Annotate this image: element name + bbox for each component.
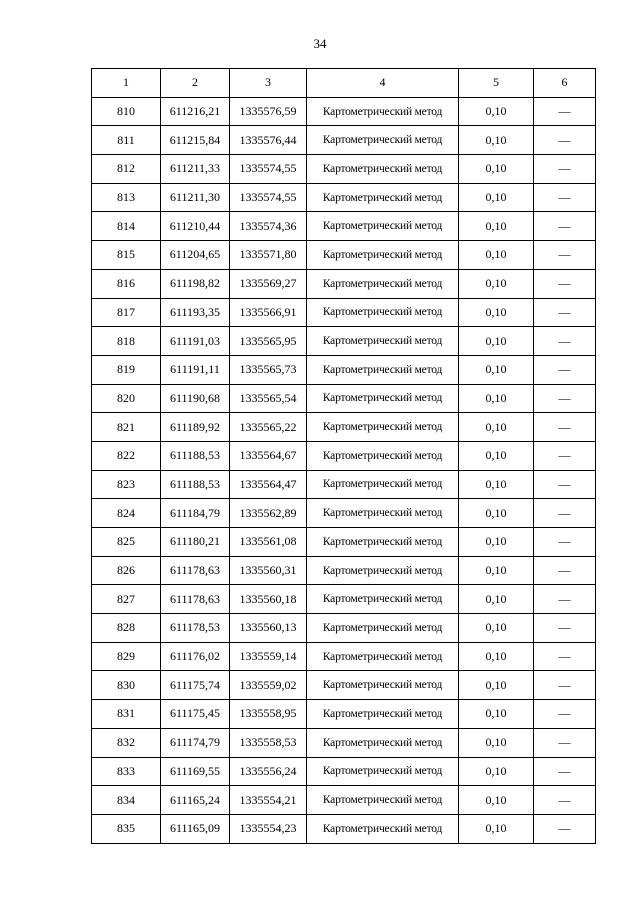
column-header-6: 6 [534,69,596,98]
cell-point-number: 822 [92,441,161,470]
cell-note: — [534,355,596,384]
cell-point-number: 813 [92,183,161,212]
cell-point-number: 828 [92,614,161,643]
cell-y-coordinate: 1335569,27 [230,269,307,298]
cell-note: — [534,556,596,585]
cell-x-coordinate: 611215,84 [161,126,230,155]
cell-y-coordinate: 1335576,59 [230,97,307,126]
table-row [92,470,596,499]
cell-method: Картометрический метод [307,298,459,327]
coordinates-table [91,68,596,844]
cell-accuracy: 0,10 [459,384,534,413]
cell-accuracy: 0,10 [459,585,534,614]
cell-note: — [534,671,596,700]
cell-point-number: 823 [92,470,161,499]
cell-method: Картометрический метод [307,183,459,212]
cell-accuracy: 0,10 [459,155,534,184]
cell-method: Картометрический метод [307,671,459,700]
cell-x-coordinate: 611165,24 [161,786,230,815]
table-row [92,614,596,643]
cell-note: — [534,327,596,356]
cell-method: Картометрический метод [307,384,459,413]
cell-y-coordinate: 1335558,53 [230,728,307,757]
cell-y-coordinate: 1335565,95 [230,327,307,356]
cell-accuracy: 0,10 [459,700,534,729]
cell-accuracy: 0,10 [459,298,534,327]
table-row [92,269,596,298]
table-row [92,97,596,126]
cell-x-coordinate: 611191,03 [161,327,230,356]
table-row [92,499,596,528]
cell-method: Картометрический метод [307,441,459,470]
cell-accuracy: 0,10 [459,614,534,643]
cell-accuracy: 0,10 [459,499,534,528]
cell-y-coordinate: 1335554,23 [230,814,307,843]
cell-accuracy: 0,10 [459,355,534,384]
table-row [92,757,596,786]
cell-note: — [534,700,596,729]
cell-method: Картометрический метод [307,269,459,298]
cell-method: Картометрический метод [307,126,459,155]
cell-note: — [534,126,596,155]
cell-method: Картометрический метод [307,413,459,442]
cell-accuracy: 0,10 [459,728,534,757]
cell-x-coordinate: 611216,21 [161,97,230,126]
cell-point-number: 826 [92,556,161,585]
table-row [92,671,596,700]
cell-note: — [534,614,596,643]
cell-point-number: 819 [92,355,161,384]
page-number: 34 [313,36,327,51]
column-header-5: 5 [459,69,534,98]
cell-y-coordinate: 1335558,95 [230,700,307,729]
cell-method: Картометрический метод [307,528,459,557]
cell-y-coordinate: 1335554,21 [230,786,307,815]
cell-accuracy: 0,10 [459,212,534,241]
cell-note: — [534,384,596,413]
cell-y-coordinate: 1335565,54 [230,384,307,413]
cell-accuracy: 0,10 [459,126,534,155]
cell-accuracy: 0,10 [459,814,534,843]
cell-method: Картометрический метод [307,556,459,585]
table-row [92,126,596,155]
cell-x-coordinate: 611180,21 [161,528,230,557]
cell-x-coordinate: 611178,53 [161,614,230,643]
cell-accuracy: 0,10 [459,786,534,815]
cell-y-coordinate: 1335564,47 [230,470,307,499]
cell-method: Картометрический метод [307,241,459,270]
cell-note: — [534,470,596,499]
cell-point-number: 816 [92,269,161,298]
table-row [92,241,596,270]
cell-note: — [534,183,596,212]
cell-method: Картометрический метод [307,786,459,815]
cell-point-number: 811 [92,126,161,155]
cell-note: — [534,269,596,298]
cell-y-coordinate: 1335556,24 [230,757,307,786]
cell-y-coordinate: 1335564,67 [230,441,307,470]
cell-y-coordinate: 1335560,18 [230,585,307,614]
cell-method: Картометрический метод [307,499,459,528]
cell-x-coordinate: 611189,92 [161,413,230,442]
cell-accuracy: 0,10 [459,470,534,499]
cell-x-coordinate: 611169,55 [161,757,230,786]
cell-method: Картометрический метод [307,614,459,643]
cell-point-number: 829 [92,642,161,671]
cell-note: — [534,757,596,786]
cell-note: — [534,155,596,184]
cell-accuracy: 0,10 [459,757,534,786]
cell-x-coordinate: 611178,63 [161,556,230,585]
table-header [92,69,596,98]
table-body [92,97,596,843]
cell-y-coordinate: 1335571,80 [230,241,307,270]
table-row [92,155,596,184]
cell-point-number: 820 [92,384,161,413]
cell-x-coordinate: 611198,82 [161,269,230,298]
table-row [92,814,596,843]
cell-method: Картометрический метод [307,700,459,729]
cell-x-coordinate: 611193,35 [161,298,230,327]
column-header-1: 1 [92,69,161,98]
cell-point-number: 818 [92,327,161,356]
cell-x-coordinate: 611184,79 [161,499,230,528]
cell-x-coordinate: 611174,79 [161,728,230,757]
cell-note: — [534,499,596,528]
cell-x-coordinate: 611210,44 [161,212,230,241]
cell-point-number: 815 [92,241,161,270]
cell-note: — [534,728,596,757]
cell-y-coordinate: 1335574,36 [230,212,307,241]
cell-x-coordinate: 611188,53 [161,470,230,499]
table-row [92,413,596,442]
cell-x-coordinate: 611165,09 [161,814,230,843]
cell-y-coordinate: 1335566,91 [230,298,307,327]
table-row [92,441,596,470]
cell-note: — [534,298,596,327]
table-row [92,298,596,327]
cell-point-number: 827 [92,585,161,614]
cell-method: Картометрический метод [307,728,459,757]
cell-accuracy: 0,10 [459,441,534,470]
table-row [92,183,596,212]
cell-note: — [534,814,596,843]
cell-note: — [534,441,596,470]
cell-y-coordinate: 1335574,55 [230,183,307,212]
table-row [92,384,596,413]
table-row [92,700,596,729]
cell-x-coordinate: 611176,02 [161,642,230,671]
cell-x-coordinate: 611204,65 [161,241,230,270]
cell-accuracy: 0,10 [459,183,534,212]
cell-y-coordinate: 1335559,14 [230,642,307,671]
cell-method: Картометрический метод [307,212,459,241]
cell-point-number: 824 [92,499,161,528]
cell-x-coordinate: 611191,11 [161,355,230,384]
cell-method: Картометрический метод [307,814,459,843]
cell-point-number: 821 [92,413,161,442]
cell-note: — [534,585,596,614]
cell-point-number: 833 [92,757,161,786]
cell-method: Картометрический метод [307,642,459,671]
cell-accuracy: 0,10 [459,528,534,557]
cell-point-number: 814 [92,212,161,241]
cell-y-coordinate: 1335565,22 [230,413,307,442]
cell-method: Картометрический метод [307,355,459,384]
cell-method: Картометрический метод [307,757,459,786]
cell-x-coordinate: 611175,45 [161,700,230,729]
cell-y-coordinate: 1335574,55 [230,155,307,184]
cell-point-number: 817 [92,298,161,327]
table-row [92,786,596,815]
cell-accuracy: 0,10 [459,327,534,356]
cell-point-number: 832 [92,728,161,757]
table-row [92,642,596,671]
column-header-4: 4 [307,69,459,98]
cell-accuracy: 0,10 [459,97,534,126]
cell-y-coordinate: 1335565,73 [230,355,307,384]
cell-x-coordinate: 611175,74 [161,671,230,700]
cell-x-coordinate: 611211,33 [161,155,230,184]
cell-accuracy: 0,10 [459,413,534,442]
cell-method: Картометрический метод [307,585,459,614]
cell-y-coordinate: 1335560,13 [230,614,307,643]
cell-method: Картометрический метод [307,327,459,356]
column-header-2: 2 [161,69,230,98]
cell-y-coordinate: 1335560,31 [230,556,307,585]
cell-point-number: 831 [92,700,161,729]
cell-note: — [534,97,596,126]
cell-x-coordinate: 611190,68 [161,384,230,413]
cell-note: — [534,786,596,815]
cell-y-coordinate: 1335562,89 [230,499,307,528]
column-header-3: 3 [230,69,307,98]
cell-y-coordinate: 1335576,44 [230,126,307,155]
cell-point-number: 830 [92,671,161,700]
table-row [92,728,596,757]
cell-note: — [534,212,596,241]
table-row [92,528,596,557]
table-row [92,556,596,585]
cell-method: Картометрический метод [307,97,459,126]
cell-point-number: 834 [92,786,161,815]
cell-note: — [534,413,596,442]
table-row [92,585,596,614]
cell-y-coordinate: 1335559,02 [230,671,307,700]
header-row [92,69,596,98]
cell-point-number: 835 [92,814,161,843]
cell-accuracy: 0,10 [459,269,534,298]
cell-point-number: 810 [92,97,161,126]
cell-x-coordinate: 611178,63 [161,585,230,614]
cell-note: — [534,528,596,557]
cell-point-number: 825 [92,528,161,557]
cell-x-coordinate: 611211,30 [161,183,230,212]
cell-note: — [534,241,596,270]
table-row [92,327,596,356]
cell-y-coordinate: 1335561,08 [230,528,307,557]
cell-point-number: 812 [92,155,161,184]
cell-method: Картометрический метод [307,470,459,499]
cell-x-coordinate: 611188,53 [161,441,230,470]
cell-accuracy: 0,10 [459,556,534,585]
cell-accuracy: 0,10 [459,241,534,270]
cell-accuracy: 0,10 [459,642,534,671]
cell-note: — [534,642,596,671]
cell-accuracy: 0,10 [459,671,534,700]
table-row [92,355,596,384]
cell-method: Картометрический метод [307,155,459,184]
table-row [92,212,596,241]
